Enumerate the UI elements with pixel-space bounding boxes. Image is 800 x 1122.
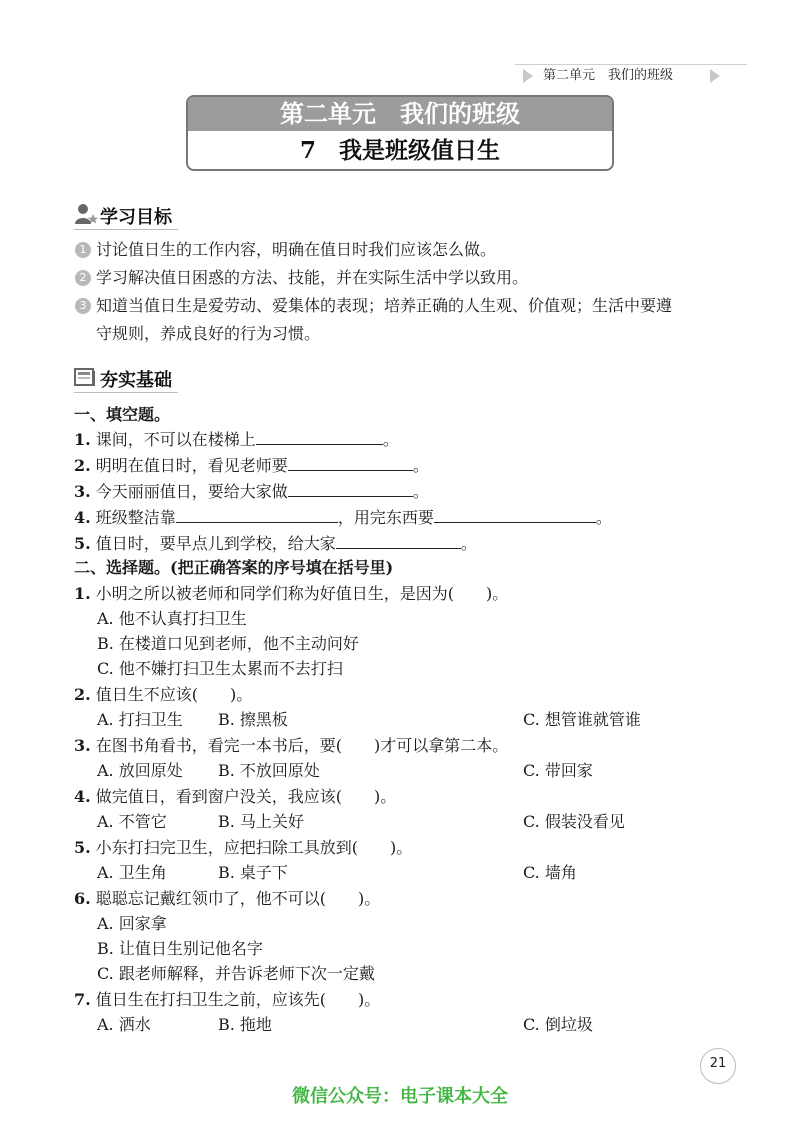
question-text: 值日生在打扫卫生之前，应该先( )。 (95, 990, 381, 1009)
question-stem (74, 685, 252, 705)
fill-item (74, 482, 429, 502)
option-b[interactable]: B. 不放回原处 (218, 761, 320, 780)
fill-item-number: 2. (74, 456, 91, 475)
part1-title: 一、填空题。 (74, 405, 171, 424)
option-c[interactable]: C. 墙角 (523, 863, 577, 882)
fill-item-end: 。 (460, 534, 477, 553)
goal-text: 守规则，养成良好的行为习惯。 (96, 324, 321, 343)
goal-number: 2 (75, 270, 91, 286)
option-a[interactable]: A. 回家拿 (97, 914, 167, 933)
fill-item (74, 534, 477, 554)
goal-text: 学习解决值日困惑的方法、技能，并在实际生活中学以致用。 (96, 268, 529, 287)
option-c[interactable]: C. 想管谁就管谁 (523, 710, 641, 729)
option-a[interactable]: A. 打扫卫生 (97, 710, 183, 729)
fill-item-number: 3. (74, 482, 91, 501)
question-number: 3. (74, 736, 91, 755)
question-number: 7. (74, 990, 91, 1009)
fill-item-number: 5. (74, 534, 91, 553)
basics-icon-wrap (74, 367, 96, 391)
running-title: 第二单元 我们的班级 (543, 68, 674, 83)
fill-item-text: 课间，不可以在楼梯上 (95, 430, 256, 449)
page-number: 21 (709, 1056, 727, 1071)
question-number: 6. (74, 889, 91, 908)
goal-text: 知道当值日生是爱劳动、爱集体的表现；培养正确的人生观、价值观；生活中要遵 (96, 296, 673, 315)
question-number: 1. (74, 584, 91, 603)
question-stem (74, 889, 380, 909)
option-a[interactable]: A. 洒水 (97, 1015, 151, 1034)
option-b[interactable]: B. 拖地 (218, 1015, 272, 1034)
question-stem (74, 990, 380, 1010)
question-stem (74, 787, 396, 807)
option-c[interactable]: C. 假装没看见 (523, 812, 625, 831)
fill-item-number: 1. (74, 430, 91, 449)
option-a[interactable]: A. 放回原处 (97, 761, 183, 780)
goal-number: 1 (75, 242, 91, 258)
goals-heading-rule (74, 229, 178, 230)
question-stem (74, 584, 508, 604)
fill-item-end: 。 (595, 508, 612, 527)
running-header (515, 58, 750, 88)
goal-number: 3 (75, 298, 91, 314)
fill-item (74, 430, 399, 450)
lesson-title: 7 我是班级值日生 (299, 137, 500, 164)
question-text: 小东打扫完卫生，应把扫除工具放到( )。 (95, 838, 413, 857)
question-number: 2. (74, 685, 91, 704)
option-b[interactable]: B. 桌子下 (218, 863, 288, 882)
header-arrow-right-icon (710, 69, 720, 83)
header-arrow-left-icon (523, 69, 533, 83)
fill-item-end: 。 (412, 456, 429, 475)
option-c[interactable]: C. 带回家 (523, 761, 593, 780)
fill-item-text: 值日时，要早点儿到学校，给大家 (95, 534, 336, 553)
question-stem (74, 838, 412, 858)
option-c[interactable]: C. 倒垃圾 (523, 1015, 593, 1034)
question-text: 值日生不应该( )。 (95, 685, 253, 704)
goals-icon-wrap (74, 203, 98, 229)
watermark: 微信公众号：电子课本大全 (292, 1086, 508, 1107)
answer-blank[interactable] (288, 456, 413, 471)
fill-item-end: 。 (382, 430, 399, 449)
option-b[interactable]: B. 马上关好 (218, 812, 304, 831)
book-icon (74, 367, 96, 387)
goal-text: 讨论值日生的工作内容，明确在值日时我们应该怎么做。 (96, 240, 497, 259)
question-number: 5. (74, 838, 91, 857)
question-text: 聪聪忘记戴红领巾了，他不可以( )。 (95, 889, 381, 908)
unit-title: 第二单元 我们的班级 (188, 97, 612, 131)
option-a[interactable]: A. 他不认真打扫卫生 (97, 609, 247, 628)
fill-item-text: 班级整洁靠 (95, 508, 176, 527)
basics-heading-rule (74, 392, 178, 393)
fill-item-text: 明明在值日时，看见老师要 (95, 456, 288, 475)
question-stem (74, 736, 508, 756)
person-star-icon (74, 203, 98, 225)
answer-blank[interactable] (256, 430, 383, 445)
basics-heading: 夯实基础 (100, 370, 172, 391)
fill-item-text: ，用完东西要 (337, 508, 434, 527)
fill-item (74, 456, 429, 476)
page-number-badge (700, 1048, 736, 1084)
fill-item (74, 508, 612, 528)
answer-blank[interactable] (336, 534, 461, 549)
fill-item-number: 4. (74, 508, 91, 527)
question-text: 做完值日，看到窗户没关，我应该( )。 (95, 787, 397, 806)
title-box (186, 95, 614, 171)
fill-item-text: 今天丽丽值日，要给大家做 (95, 482, 288, 501)
question-text: 在图书角看书，看完一本书后，要( )才可以拿第二本。 (95, 736, 509, 755)
option-b[interactable]: B. 擦黑板 (218, 710, 288, 729)
question-text: 小明之所以被老师和同学们称为好值日生，是因为( )。 (95, 584, 509, 603)
option-c[interactable]: C. 他不嫌打扫卫生太累而不去打扫 (97, 659, 343, 678)
option-a[interactable]: A. 不管它 (97, 812, 167, 831)
option-b[interactable]: B. 让值日生别记他名字 (97, 939, 263, 958)
answer-blank[interactable] (176, 508, 338, 523)
part2-title: 二、选择题。(把正确答案的序号填在括号里) (74, 558, 394, 577)
option-b[interactable]: B. 在楼道口见到老师，他不主动问好 (97, 634, 359, 653)
option-c[interactable]: C. 跟老师解释，并告诉老师下次一定戴 (97, 964, 375, 983)
option-a[interactable]: A. 卫生角 (97, 863, 167, 882)
fill-item-end: 。 (412, 482, 429, 501)
question-number: 4. (74, 787, 91, 806)
goals-heading: 学习目标 (100, 207, 172, 228)
answer-blank[interactable] (288, 482, 413, 497)
answer-blank[interactable] (434, 508, 596, 523)
